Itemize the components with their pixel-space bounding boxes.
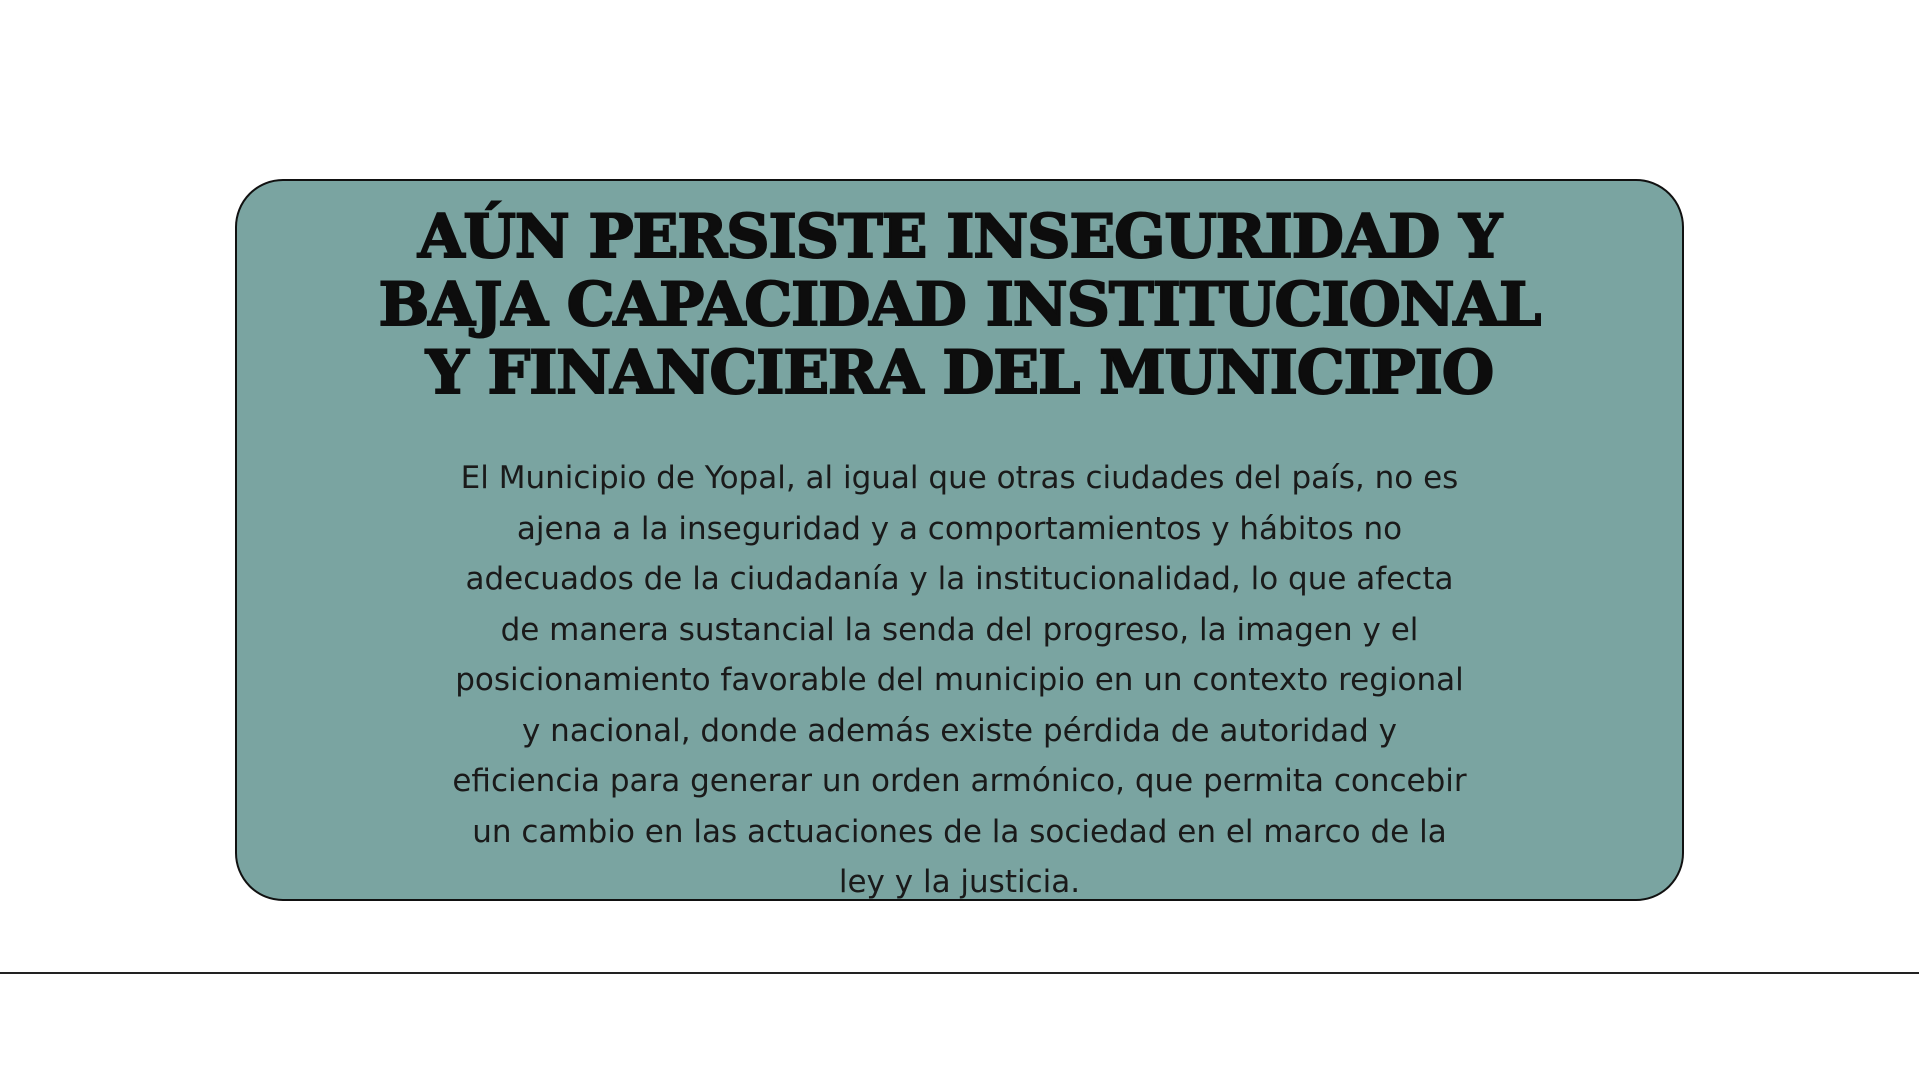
body-line-9: ley y la justicia. [838,864,1081,900]
content-card [235,179,1684,901]
body-line-6: y nacional, donde además existe pérdida de autoridad y [521,712,1398,749]
body-line-2: ajena a la inseguridad y a comportamientos y hábitos no [516,510,1403,547]
body-line-5: posicionamiento favorable del municipio en un contexto regional [455,662,1464,698]
body-line-3: adecuados de la ciudadanía y la institucionalidad, lo que afecta [465,561,1454,597]
body-line-4: de manera sustancial la senda del progreso, la imagen y el [500,611,1419,648]
horizontal-divider [0,972,1919,974]
body-line-7: eficiencia para generar un orden armónico, que permita concebir [452,763,1467,799]
title-line-3: Y FINANCIERA DEL MUNICIPIO [425,338,1494,408]
title-line-2: BAJA CAPACIDAD INSTITUCIONAL [378,270,1541,340]
title-line-1: AÚN PERSISTE INSEGURIDAD Y [417,202,1502,272]
card-body-text [387,453,1532,908]
body-line-8: un cambio en las actuaciones de la sociedad en el marco de la [472,813,1447,850]
body-line-1: El Municipio de Yopal, al igual que otras ciudades del país, no es [460,460,1459,496]
card-title [237,203,1682,407]
